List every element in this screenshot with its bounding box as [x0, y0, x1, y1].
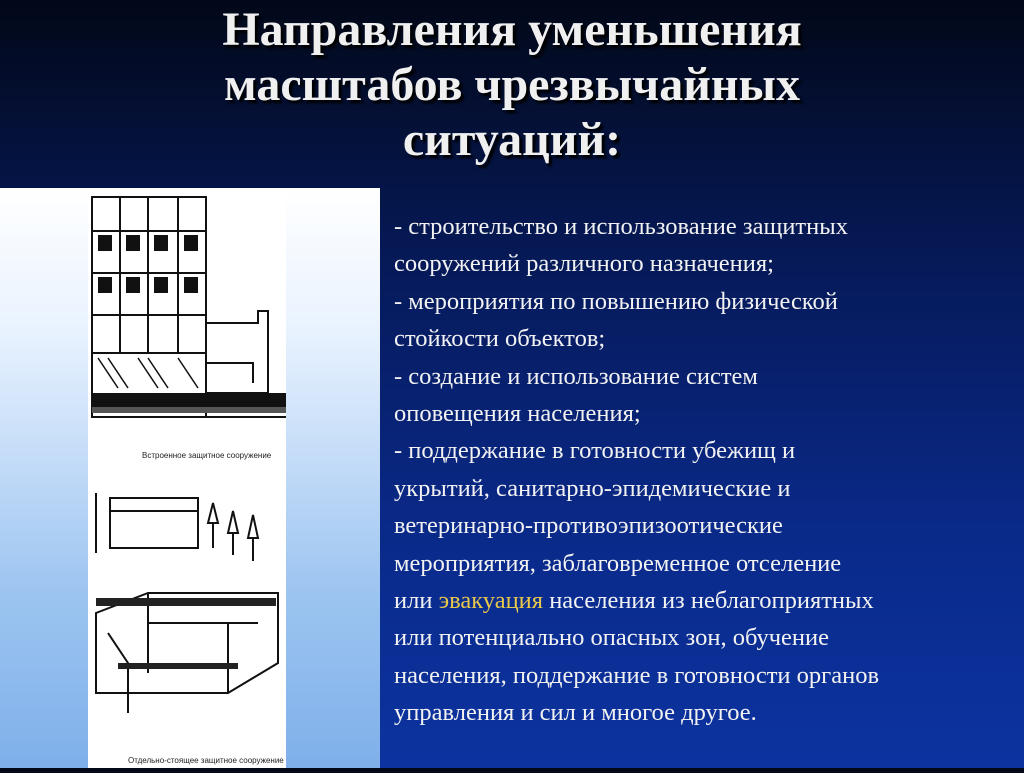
- list-item-4-line-8: управления и сил и многое другое.: [394, 699, 757, 727]
- list-item-2-line-2: стойкости объектов;: [394, 325, 606, 353]
- list-item-4-line-7: населения, поддержание в готовности органов: [394, 661, 880, 689]
- shelter-drawing: [88, 193, 286, 768]
- title-line-1: Направления уменьшения: [222, 3, 802, 56]
- line-5-suffix: населения из неблагоприятных: [543, 587, 874, 615]
- evacuation-link[interactable]: эвакуация: [438, 587, 544, 615]
- slide-title: [0, 2, 1024, 167]
- list-item-4-line-6: или потенциально опасных зон, обучение: [394, 624, 830, 652]
- list-item-3-line-2: оповещения населения;: [394, 400, 641, 428]
- list-item-1-line-2: сооружений различного назначения;: [394, 250, 774, 278]
- shelter-illustration: [88, 193, 286, 768]
- list-item-1-line-1: - строительство и использование защитных: [394, 213, 848, 240]
- caption-built-in-shelter: Встроенное защитное сооружение: [142, 451, 272, 460]
- caption-standalone-shelter: Отдельно-стоящее защитное сооружение: [128, 756, 284, 765]
- list-item-4-line-2: укрытий, санитарно-эпидемические и: [394, 474, 791, 502]
- title-line-3: ситуаций:: [402, 113, 622, 166]
- list-item-2-line-1: - мероприятия по повышению физической: [394, 287, 838, 315]
- list-item-3-line-1: - создание и использование систем: [394, 362, 758, 390]
- title-line-2: масштабов чрезвычайных: [223, 58, 801, 111]
- list-item-4-line-3: ветеринарно-противоэпизоотические: [394, 512, 783, 540]
- measures-list: [394, 208, 1014, 732]
- list-item-4-line-1: - поддержание в готовности убежищ и: [394, 437, 796, 465]
- list-item-4-line-5: [394, 582, 1014, 619]
- line-5-prefix: или: [394, 587, 439, 615]
- list-item-4-line-4: мероприятия, заблаговременное отселение: [394, 549, 842, 577]
